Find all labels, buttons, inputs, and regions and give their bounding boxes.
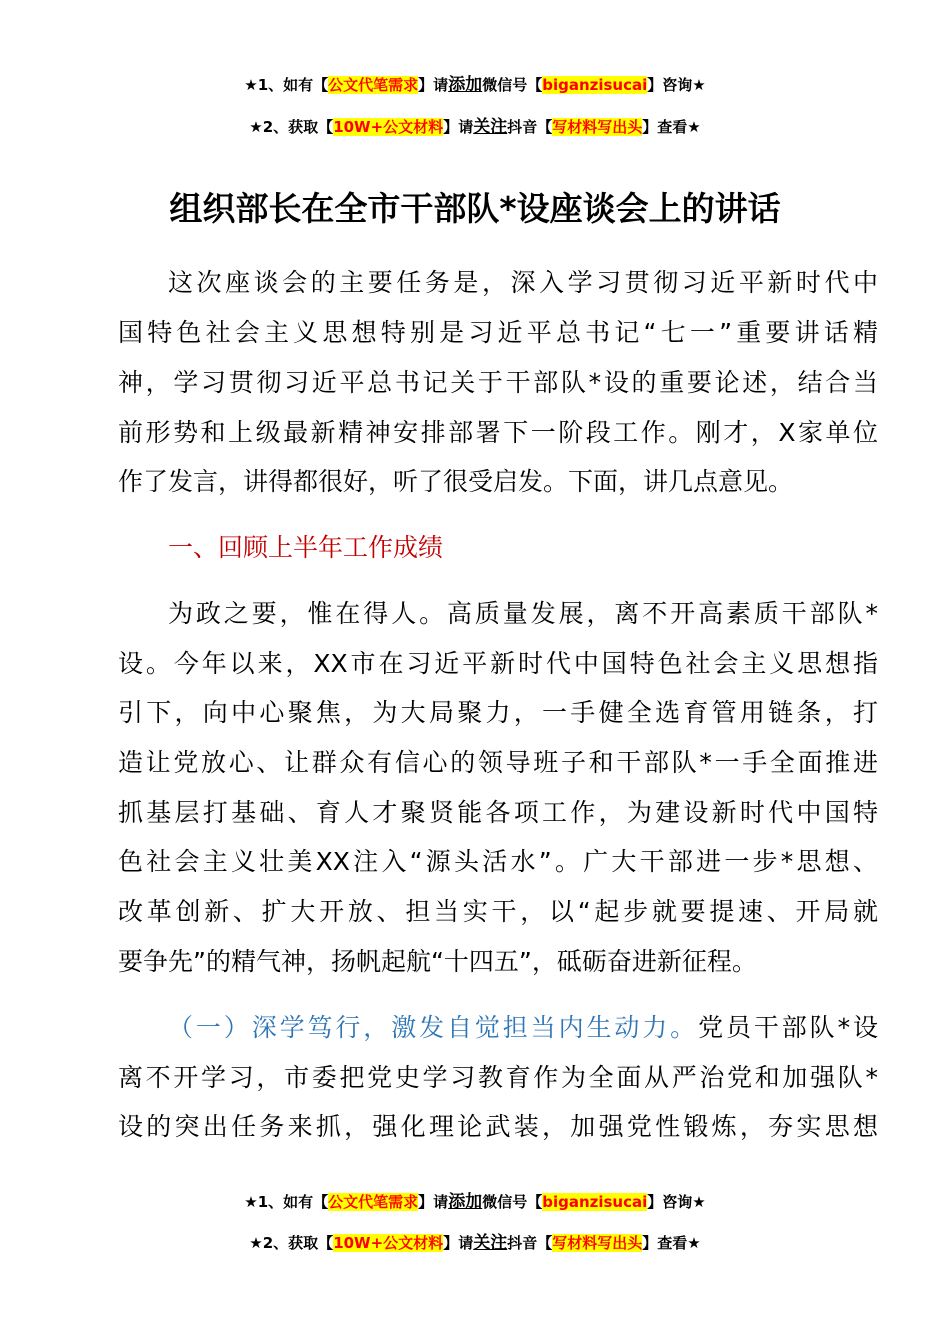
body-line: 抓基层打基础、育人才聚贤能各项工作，为建设新时代中国特 bbox=[118, 798, 878, 827]
body-line: 要争先”的精气神，扬帆起航“十四五”，砥砺奋进新征程。 bbox=[118, 947, 757, 976]
promo-line-1-footer: ★1、如有【公文代笔需求】请添加微信号【biganzisucai】咨询★ bbox=[244, 1192, 706, 1212]
promo-tag: 10W+公文材料 bbox=[333, 1234, 444, 1252]
body-line: 作了发言，讲得都很好，听了很受启发。下面，讲几点意见。 bbox=[118, 467, 794, 496]
promo-tag: 10W+公文材料 bbox=[333, 118, 444, 136]
body-line: 国特色社会主义思想特别是习近平总书记“七一”重要讲话精 bbox=[118, 318, 878, 347]
body-line: 设的突出任务来抓，强化理论武装，加强党性锻炼，夯实思想 bbox=[118, 1112, 878, 1141]
subsection-line: （一）深学笃行，激发自觉担当内生动力。党员干部队*设 bbox=[168, 1013, 878, 1042]
body-line: 色社会主义壮美XX注入“源头活水”。广大干部进一步*思想、 bbox=[118, 847, 878, 876]
body-line: 造让党放心、让群众有信心的领导班子和干部队*一手全面推进 bbox=[118, 748, 878, 777]
wechat-id: biganzisucai bbox=[542, 76, 648, 94]
document-title: 组织部长在全市干部队*设座谈会上的讲话 bbox=[169, 189, 781, 228]
section-heading: 一、回顾上半年工作成绩 bbox=[168, 533, 444, 562]
wechat-id: biganzisucai bbox=[542, 1193, 648, 1211]
promo-line-1: ★1、如有【公文代笔需求】请添加微信号【biganzisucai】咨询★ bbox=[244, 75, 706, 95]
body-line: 设。今年以来，XX市在习近平新时代中国特色社会主义思想指 bbox=[118, 649, 878, 678]
promo-line-2-footer: ★2、获取【10W+公文材料】请关注抖音【写材料写出头】查看★ bbox=[249, 1233, 701, 1253]
douyin-id: 写材料写出头 bbox=[552, 1234, 643, 1252]
promo-line-2: ★2、获取【10W+公文材料】请关注抖音【写材料写出头】查看★ bbox=[249, 117, 701, 137]
body-line: 神，学习贯彻习近平总书记关于干部队*设的重要论述，结合当 bbox=[118, 368, 878, 397]
promo-tag: 公文代笔需求 bbox=[328, 76, 419, 94]
body-line: 前形势和上级最新精神安排部署下一阶段工作。刚才，X家单位 bbox=[118, 418, 878, 447]
body-line: 离不开学习，市委把党史学习教育作为全面从严治党和加强队* bbox=[118, 1063, 878, 1092]
promo-tag: 公文代笔需求 bbox=[328, 1193, 419, 1211]
subsection-heading: （一）深学笃行，激发自觉担当内生动力。 bbox=[168, 1013, 699, 1042]
body-line: 为政之要，惟在得人。高质量发展，离不开高素质干部队* bbox=[168, 599, 878, 628]
douyin-id: 写材料写出头 bbox=[552, 118, 643, 136]
body-line: 这次座谈会的主要任务是，深入学习贯彻习近平新时代中 bbox=[168, 268, 878, 297]
body-line: 引下，向中心聚焦，为大局聚力，一手健全选育管用链条，打 bbox=[118, 698, 878, 727]
body-line: 改革创新、扩大开放、担当实干，以“起步就要提速、开局就 bbox=[118, 897, 878, 926]
